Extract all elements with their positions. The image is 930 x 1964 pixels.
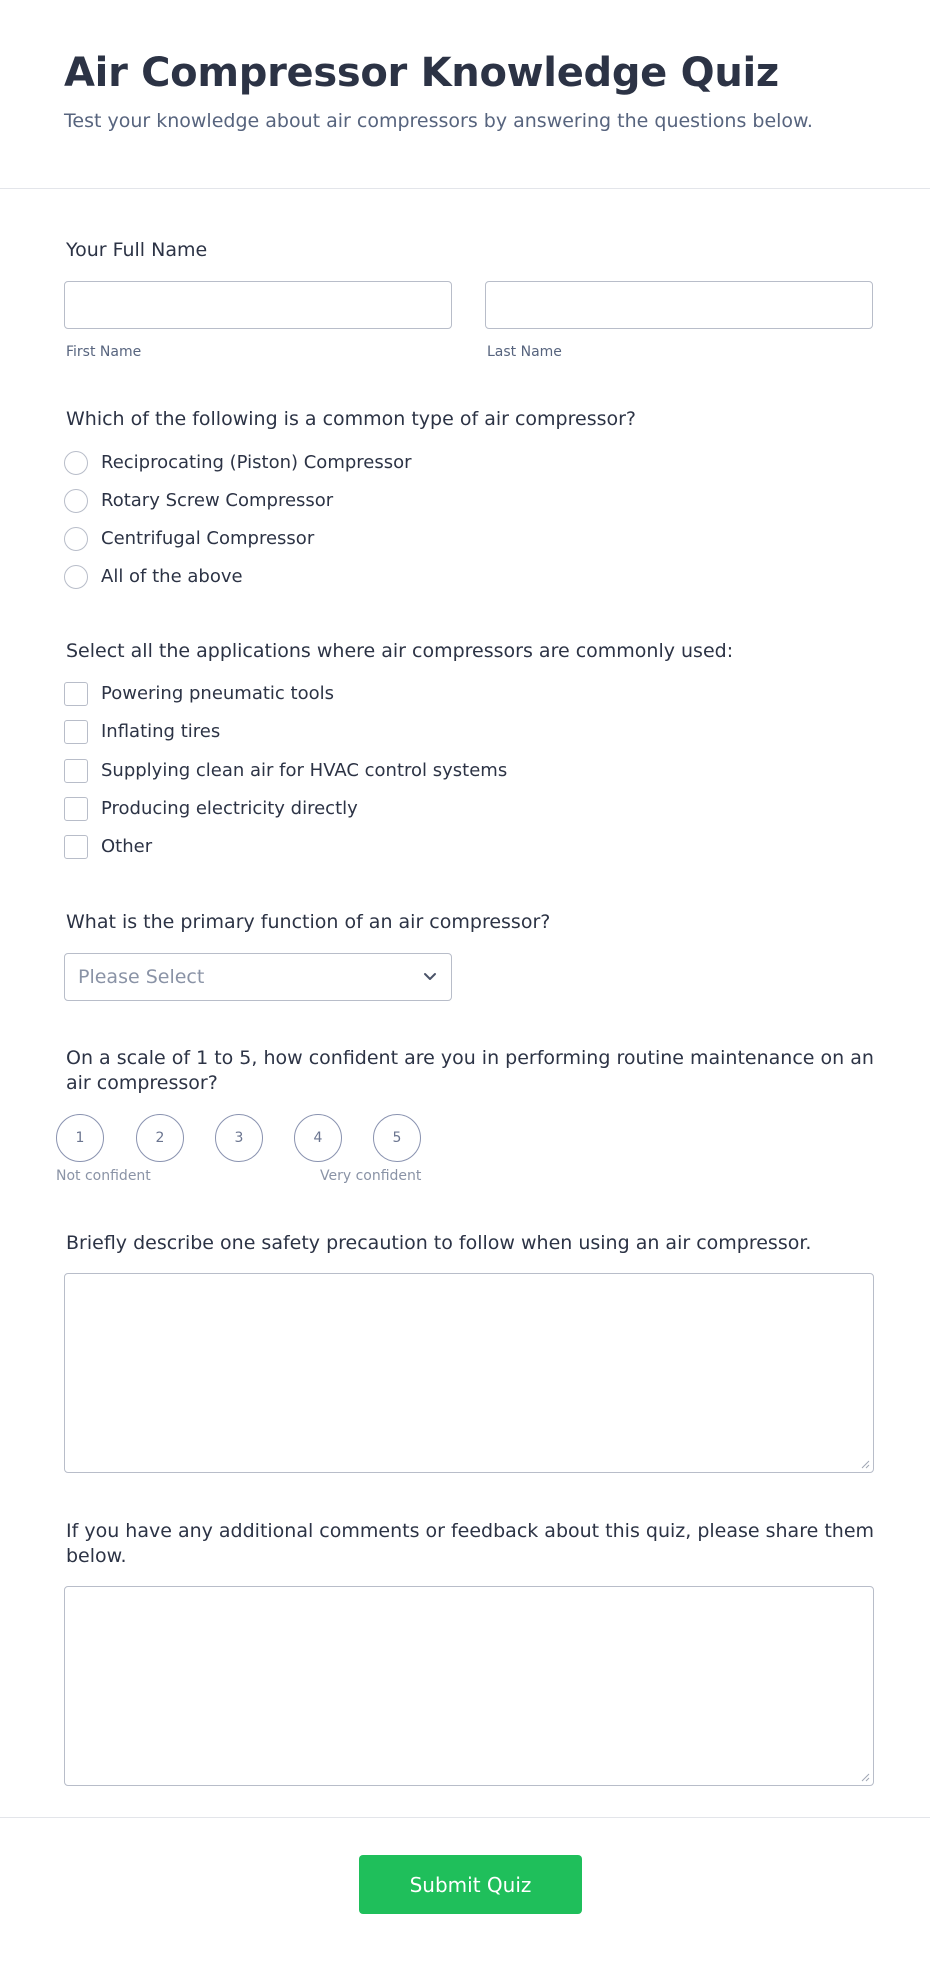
last-name-input[interactable]: [485, 281, 873, 329]
option-label: All of the above: [101, 566, 243, 587]
scale-option-4[interactable]: 4: [294, 1114, 342, 1162]
option-label: Rotary Screw Compressor: [101, 490, 334, 511]
radio-reciprocating[interactable]: [64, 451, 88, 475]
function-question: What is the primary function of an air compressor?: [66, 911, 551, 933]
scale-option-1[interactable]: 1: [56, 1114, 104, 1162]
first-name-sublabel: First Name: [66, 344, 142, 360]
radio-rotary-screw[interactable]: [64, 489, 88, 513]
radio-centrifugal[interactable]: [64, 527, 88, 551]
option-label: Reciprocating (Piston) Compressor: [101, 452, 412, 473]
option-label: Centrifugal Compressor: [101, 528, 315, 549]
page-title: Air Compressor Knowledge Quiz: [64, 50, 779, 96]
first-name-input[interactable]: [64, 281, 452, 329]
safety-textarea[interactable]: [64, 1273, 874, 1473]
function-select[interactable]: [64, 953, 452, 1001]
radio-all-of-the-above[interactable]: [64, 565, 88, 589]
option-label: Producing electricity directly: [101, 798, 358, 819]
checkbox-other[interactable]: [64, 835, 88, 859]
safety-question: Briefly describe one safety precaution to follow when using an air compressor.: [66, 1232, 812, 1254]
scale-max-caption: Very confident: [320, 1168, 422, 1184]
scale-option-3[interactable]: 3: [215, 1114, 263, 1162]
confidence-question: On a scale of 1 to 5, how confident are you in performing routine maintenance on an air compressor?: [66, 1047, 874, 1094]
option-label: Powering pneumatic tools: [101, 683, 334, 704]
full-name-label: Your Full Name: [66, 239, 208, 261]
checkbox-hvac-control[interactable]: [64, 759, 88, 783]
select-value: Please Select: [78, 966, 205, 988]
option-label: Supplying clean air for HVAC control systems: [101, 760, 508, 781]
resize-handle-icon[interactable]: [860, 1772, 870, 1782]
last-name-sublabel: Last Name: [487, 344, 562, 360]
checkbox-pneumatic-tools[interactable]: [64, 682, 88, 706]
form-header: [0, 0, 930, 189]
chevron-down-icon: [421, 967, 439, 985]
option-label: Other: [101, 836, 153, 857]
footer-divider: [0, 1817, 930, 1818]
applications-question: Select all the applications where air compressors are commonly used:: [66, 640, 734, 662]
compressor-type-question: Which of the following is a common type of air compressor?: [66, 408, 637, 430]
scale-option-2[interactable]: 2: [136, 1114, 184, 1162]
resize-handle-icon[interactable]: [860, 1459, 870, 1469]
page-subtitle: Test your knowledge about air compressors by answering the questions below.: [64, 110, 813, 132]
comments-textarea[interactable]: [64, 1586, 874, 1786]
comments-question: If you have any additional comments or feedback about this quiz, please share them below.: [66, 1520, 875, 1567]
scale-min-caption: Not confident: [56, 1168, 151, 1184]
checkbox-inflating-tires[interactable]: [64, 720, 88, 744]
submit-button[interactable]: Submit Quiz: [359, 1855, 582, 1914]
option-label: Inflating tires: [101, 721, 221, 742]
scale-option-5[interactable]: 5: [373, 1114, 421, 1162]
checkbox-electricity[interactable]: [64, 797, 88, 821]
